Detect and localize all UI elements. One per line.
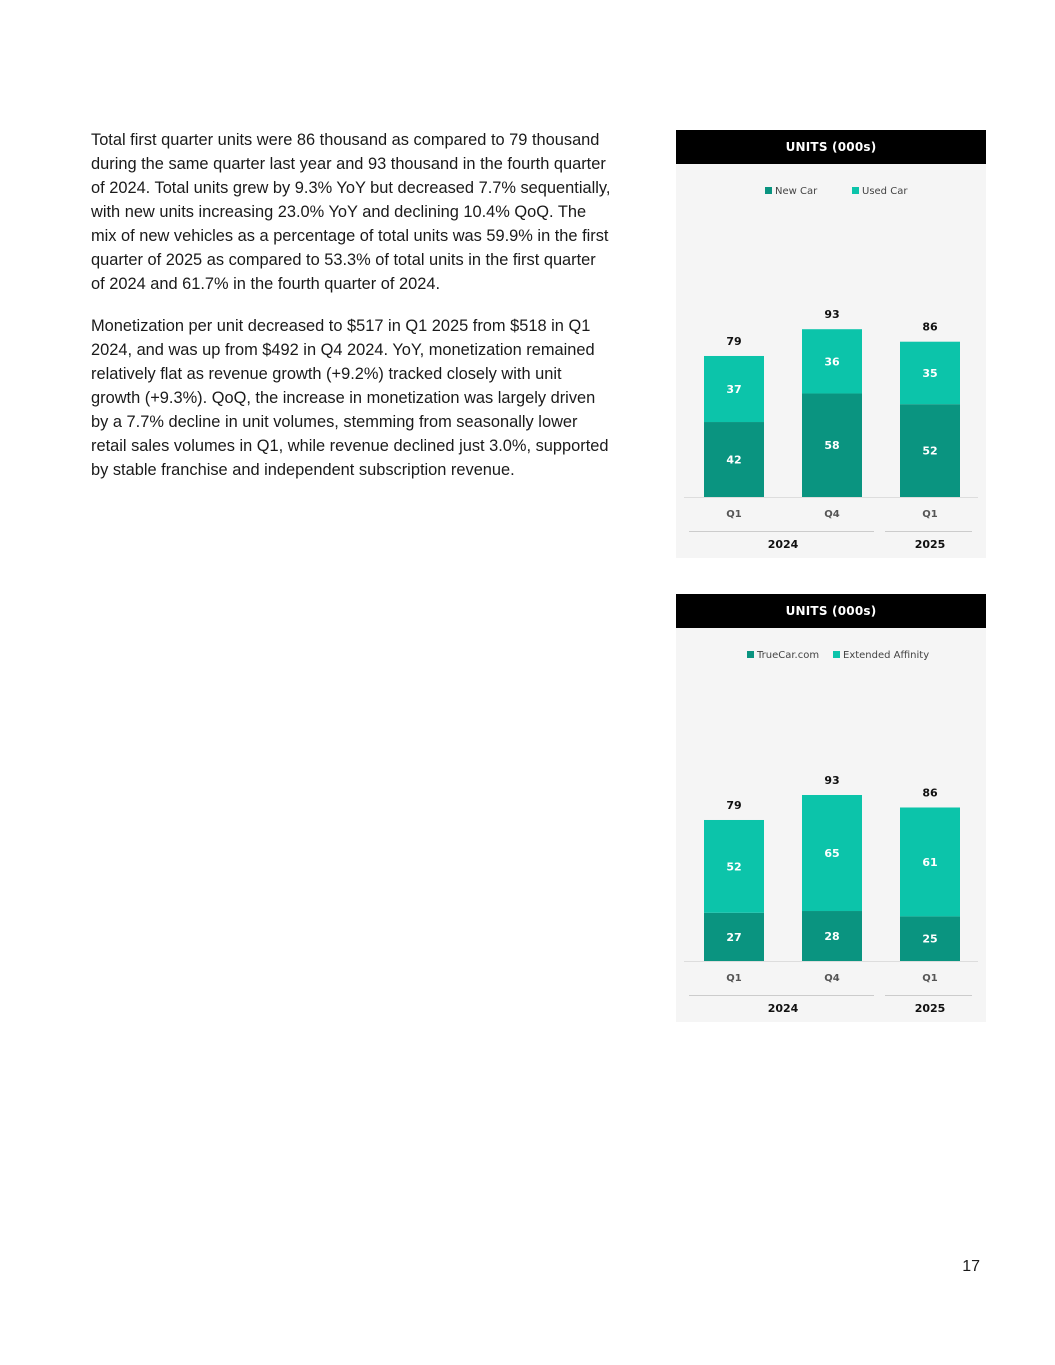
legend-swatch-1 bbox=[852, 187, 859, 194]
chart-title: UNITS (000s) bbox=[676, 594, 986, 628]
chart-title: UNITS (000s) bbox=[676, 130, 986, 164]
x-tick-label: Q1 bbox=[922, 973, 938, 984]
chart-plot bbox=[676, 628, 986, 1022]
data-label: 28 bbox=[824, 930, 840, 944]
page-number: 17 bbox=[962, 1258, 980, 1275]
legend-label-0: TrueCar.com bbox=[757, 650, 820, 661]
data-label: 52 bbox=[726, 860, 742, 874]
data-label: 25 bbox=[922, 932, 938, 946]
body-text bbox=[91, 128, 611, 500]
year-group-label: 2024 bbox=[767, 1002, 799, 1015]
total-label: 93 bbox=[824, 773, 840, 787]
total-label: 86 bbox=[922, 786, 938, 800]
paragraph-units: Total first quarter units were 86 thousand as compared to 79 thousand during the same quarter last year and 93 thousand in the fourth quarter of 2024. Total units grew by 9.3% YoY but decreased 7.7% sequentially, with new units increasing 23.0% YoY and declining 10.4% QoQ. The mix of new vehicles as a percentage of total units was 59.9% in the first quarter of 2025 as compared to 53.3% of total units in the first quarter of 2024 and 61.7% in the fourth quarter of 2024. bbox=[91, 131, 611, 293]
legend-label-1: Extended Affinity bbox=[843, 650, 930, 661]
units-chart-channel bbox=[676, 594, 986, 1022]
total-label: 93 bbox=[824, 308, 840, 322]
data-label: 58 bbox=[824, 439, 840, 453]
data-label: 35 bbox=[922, 366, 938, 380]
year-group-label: 2024 bbox=[767, 538, 799, 551]
x-tick-label: Q1 bbox=[726, 509, 742, 520]
x-tick-label: Q4 bbox=[824, 973, 840, 984]
data-label: 52 bbox=[922, 444, 938, 458]
year-group-label: 2025 bbox=[914, 1002, 946, 1015]
x-tick-label: Q1 bbox=[922, 509, 938, 520]
year-group-label: 2025 bbox=[914, 538, 946, 551]
data-label: 36 bbox=[824, 355, 840, 369]
data-label: 65 bbox=[824, 847, 840, 861]
legend-swatch-0 bbox=[747, 651, 754, 658]
legend-swatch-0 bbox=[765, 187, 772, 194]
data-label: 61 bbox=[922, 855, 938, 869]
legend-swatch-1 bbox=[833, 651, 840, 658]
data-label: 42 bbox=[726, 453, 742, 467]
legend-label-0: New Car bbox=[775, 186, 818, 197]
legend-label-1: Used Car bbox=[862, 186, 908, 197]
x-tick-label: Q1 bbox=[726, 973, 742, 984]
data-label: 37 bbox=[726, 383, 742, 397]
paragraph-monetization: Monetization per unit decreased to $517 in Q1 2025 from $518 in Q1 2024, and was up from $492 in Q4 2024. YoY, monetization remained relatively flat as revenue growth (+9.2%) tracked closely with unit growth (+9.3%). QoQ, the increase in monetization was largely driven by a 7.7% decline in unit volumes, stemming from seasonally lower retail sales volumes in Q1, while revenue declined just 3.0%, supported by stable franchise and independent subscription revenue. bbox=[91, 317, 609, 479]
x-tick-label: Q4 bbox=[824, 509, 840, 520]
units-chart-new-used bbox=[676, 130, 986, 558]
data-label: 27 bbox=[726, 930, 742, 944]
total-label: 79 bbox=[726, 798, 742, 812]
chart-plot bbox=[676, 164, 986, 558]
total-label: 86 bbox=[922, 320, 938, 334]
total-label: 79 bbox=[726, 334, 742, 348]
